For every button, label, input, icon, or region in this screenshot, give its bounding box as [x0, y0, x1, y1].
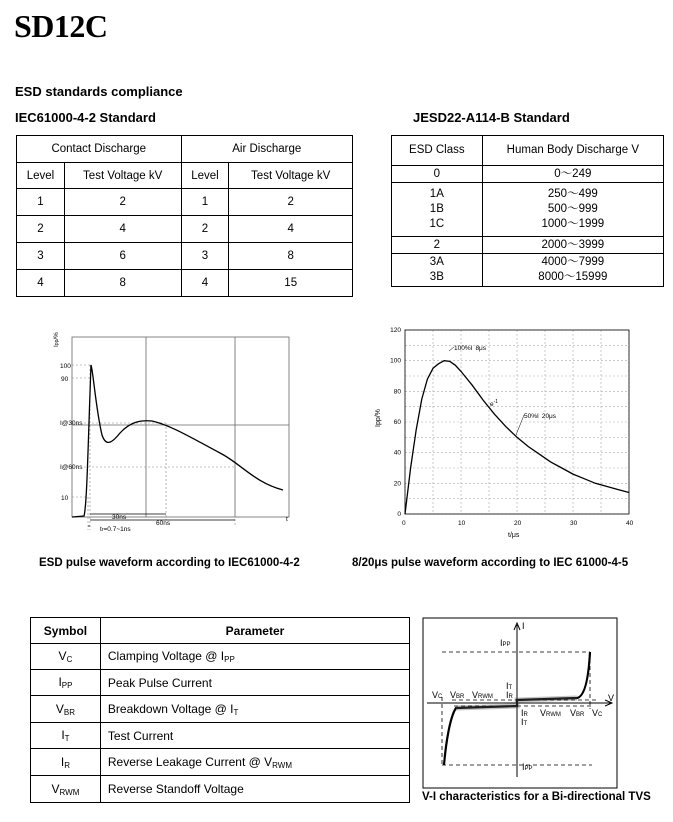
iec-col-level: Level — [181, 163, 229, 189]
ipp-bottom-label: IPP — [522, 762, 533, 772]
esd-waveform-diagram — [40, 325, 300, 535]
cell: 8 — [64, 270, 181, 297]
parameter-cell: Breakdown Voltage @ $I_T$ — [100, 696, 409, 723]
vrwm-left-label: VRWM — [472, 690, 493, 700]
symbol-cell: $V_{BR}$ — [31, 696, 101, 723]
table-row — [392, 183, 664, 237]
cell — [482, 254, 663, 287]
parameter-cell: Peak Pulse Current — [100, 670, 409, 696]
jesd-heading: JESD22-A114-B Standard — [413, 110, 570, 125]
symbol-cell: $I_T$ — [31, 723, 101, 749]
page-title: SD12C — [14, 8, 108, 44]
cell: 3 — [17, 243, 65, 270]
symbol-cell: $V_{RWM}$ — [31, 776, 101, 803]
parameter-cell: Reverse Standoff Voltage — [100, 776, 409, 803]
cell-line: 4000～7999 — [541, 256, 605, 268]
parameter-table — [30, 617, 410, 803]
cell: 3 — [181, 243, 229, 270]
cell: 15 — [229, 270, 353, 297]
cell: 4 — [17, 270, 65, 297]
vbr-left-label: VBR — [450, 690, 465, 700]
cell-line: 1A — [429, 188, 444, 200]
ipp-top-label: IPP — [500, 638, 511, 648]
symbol-cell: $V_C$ — [31, 644, 101, 670]
cell: 0～249 — [482, 166, 663, 183]
annotation-half: 50%I 20μs — [524, 413, 557, 420]
col-symbol: Symbol — [31, 618, 101, 644]
cell — [392, 254, 483, 287]
iec-group-contact: Contact Discharge — [17, 136, 182, 163]
d30-label: 30ns — [112, 514, 127, 521]
tick-i30: I@30ns — [60, 420, 83, 427]
x-tick-label: 10 — [458, 520, 466, 527]
parameter-cell: Clamping Voltage @ $I_{PP}$ — [100, 644, 409, 670]
y-tick-label: 60 — [393, 419, 401, 426]
table-row — [31, 723, 410, 749]
cell-line: 1000～1999 — [541, 218, 605, 230]
iec-col-voltage: Test Voltage kV — [229, 163, 353, 189]
vc-right-label: VC — [592, 708, 603, 718]
vrwm-right-label: VRWM — [540, 708, 561, 718]
cell: 8 — [229, 243, 353, 270]
iec-heading: IEC61000-4-2 Standard — [15, 110, 156, 125]
x-tick-label: 20 — [514, 520, 522, 527]
esd-pulse-curve — [72, 365, 283, 517]
right-chart-caption: 8/20μs pulse waveform according to IEC 61000-4-5 — [352, 557, 629, 569]
cell: 2 — [17, 216, 65, 243]
table-row — [392, 237, 664, 254]
table-row — [31, 644, 410, 670]
x-tick-label: 0 — [402, 520, 406, 527]
table-row — [17, 270, 353, 297]
iec-col-voltage: Test Voltage kV — [64, 163, 181, 189]
cell-line: 8000～15999 — [538, 271, 608, 283]
annotation-peak: 100%I 8μs — [454, 345, 487, 352]
y-tick-label: 0 — [397, 511, 401, 518]
jesd-col-class: ESD Class — [392, 136, 483, 166]
cell-line: 250～499 — [547, 188, 598, 200]
left-chart-caption: ESD pulse waveform according to IEC61000-4-2 — [39, 557, 300, 569]
cell-line: 1C — [429, 218, 445, 230]
vi-characteristic-diagram — [422, 617, 622, 789]
cell: 4 — [64, 216, 181, 243]
parameter-cell: Test Current — [100, 723, 409, 749]
y-axis-label: Ipp/% — [375, 409, 382, 427]
table-row — [17, 216, 353, 243]
cell-line: 3A — [429, 256, 444, 268]
cell: 2 — [392, 237, 483, 254]
y-tick-label: 100 — [390, 357, 401, 365]
cell: 2 — [181, 216, 229, 243]
iec-col-level: Level — [17, 163, 65, 189]
tick-90: 90 — [61, 376, 69, 383]
cell — [482, 183, 663, 237]
y-tick-label: 40 — [393, 449, 401, 457]
cell: 1 — [181, 189, 229, 216]
ir-bottom-label: IR — [521, 708, 528, 718]
table-row — [31, 696, 410, 723]
table-row — [392, 254, 664, 287]
cell: 2 — [64, 189, 181, 216]
jesd-col-hbm: Human Body Discharge V — [482, 136, 663, 166]
table-row — [31, 776, 410, 803]
table-row — [392, 166, 664, 183]
cell: 6 — [64, 243, 181, 270]
it-bottom-label: IT — [521, 717, 528, 727]
ir-top-label: IR — [506, 690, 513, 700]
jesd-table — [391, 135, 664, 287]
x-axis-label: t/μs — [508, 532, 520, 539]
x-tick-label: 40 — [626, 520, 634, 527]
y-tick-label: 20 — [393, 480, 401, 488]
cell: 2000～3999 — [482, 237, 663, 254]
iec-group-air: Air Discharge — [181, 136, 353, 163]
t-axis-label: t — [286, 516, 288, 523]
cell: 2 — [229, 189, 353, 216]
table-row — [31, 670, 410, 696]
cell: 1 — [17, 189, 65, 216]
v-axis-label: V — [608, 693, 615, 703]
y-axis-label: Ipp/% — [53, 332, 60, 347]
tick-i60: I@60ns — [60, 464, 83, 471]
rise-label: tr=0.7~1ns — [100, 526, 131, 533]
cell: 4 — [229, 216, 353, 243]
cell-line: 3B — [429, 271, 444, 283]
table-row — [17, 189, 353, 216]
table-row — [31, 749, 410, 776]
cell — [392, 183, 483, 237]
parameter-cell: Reverse Leakage Current @ $V_{RWM}$ — [100, 749, 409, 776]
i-axis-label: I — [522, 621, 525, 631]
annotation-e: $e^{-1}$ — [490, 399, 499, 408]
cell-line: 500～999 — [547, 203, 598, 215]
surge-waveform-chart — [370, 322, 645, 544]
col-parameter: Parameter — [100, 618, 409, 644]
table-row — [17, 243, 353, 270]
cell-line: 1B — [429, 203, 444, 215]
d60-label: 60ns — [156, 520, 171, 527]
symbol-cell: $I_R$ — [31, 749, 101, 776]
y-tick-label: 120 — [390, 327, 401, 334]
y-tick-label: 80 — [393, 388, 401, 396]
vbr-right-label: VBR — [570, 708, 585, 718]
cell: 4 — [181, 270, 229, 297]
vi-caption: V-I characteristics for a Bi-directional TVS — [422, 791, 651, 803]
symbol-cell: $I_{PP}$ — [31, 670, 101, 696]
it-top-label: IT — [506, 681, 513, 691]
esd-heading: ESD standards compliance — [15, 84, 183, 99]
tick-10: 10 — [61, 495, 69, 502]
cell: 0 — [392, 166, 483, 183]
x-tick-label: 30 — [570, 520, 578, 527]
tick-100: 100 — [60, 363, 71, 370]
vc-left-label: VC — [432, 690, 443, 700]
iec-table — [16, 135, 353, 297]
